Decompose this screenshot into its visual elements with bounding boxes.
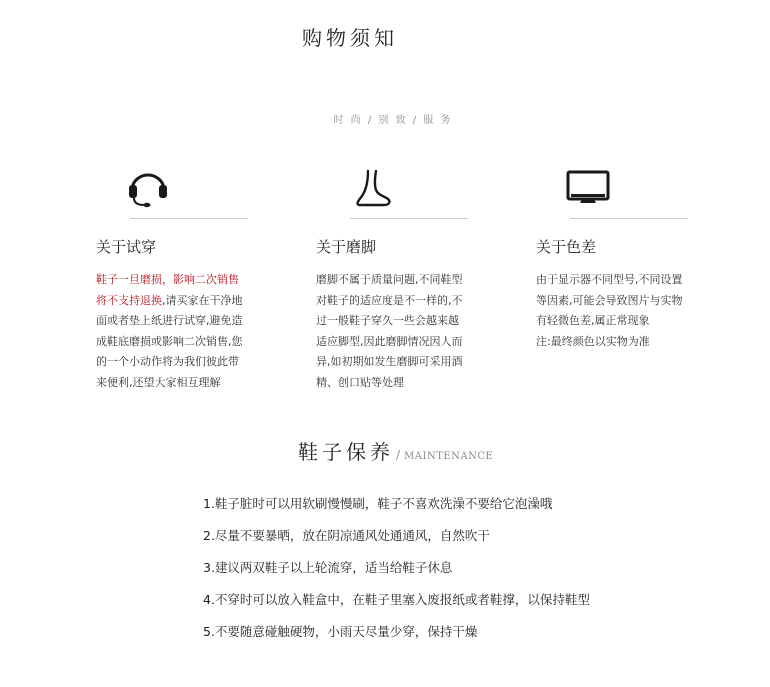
notice-line: 成鞋底磨损或影响二次销售,您 (96, 334, 243, 348)
divider (570, 218, 688, 219)
notice-heading: 关于试穿 (96, 238, 157, 256)
notice-line: 过一般鞋子穿久一些会越来越 (316, 314, 459, 328)
care-item: 5.不要随意碰触硬物，小雨天尽量少穿，保持干燥 (203, 624, 478, 639)
notice-line: 精、创口贴等处理 (316, 375, 404, 389)
notice-heading: 关于磨脚 (316, 238, 377, 256)
notice-line: 来便利,还望大家相互理解 (96, 375, 221, 389)
divider (350, 218, 468, 219)
care-item: 1.鞋子脏时可以用软刷慢慢刷，鞋子不喜欢洗澡不要给它泡澡哦 (203, 496, 553, 511)
notice-line: 对鞋子的适应度是不一样的,不 (316, 293, 463, 307)
notice-line: 注:最终颜色以实物为准 (536, 334, 650, 348)
care-item: 2.尽量不要暴晒，放在阴凉通风处通通风，自然吹干 (203, 528, 490, 543)
page-title: 购物须知 (302, 26, 398, 50)
notice-heading: 关于色差 (536, 238, 597, 256)
notice-body (536, 270, 706, 352)
care-title: 鞋子保养 (298, 440, 394, 464)
headset-icon (96, 168, 246, 208)
foot-icon (316, 168, 466, 208)
care-item: 4.不穿时可以放入鞋盒中，在鞋子里塞入废报纸或者鞋撑，以保持鞋型 (203, 592, 590, 607)
notice-line: 的一个小动作将为我们彼此带 (96, 355, 239, 369)
notice-line: ,请买家在干净地 (162, 293, 243, 307)
notice-line: 异,如初期如发生磨脚可采用酒 (316, 355, 463, 369)
notice-highlight-line: 鞋子一旦磨损，影响二次销售 (96, 273, 239, 286)
page-subtitle: 时 尚 / 别 致 / 服 务 (333, 115, 453, 126)
notice-line: 磨脚不属于质量问题,不同鞋型 (316, 273, 463, 286)
care-section-title (298, 436, 493, 465)
notice-highlight-line: 将不支持退换 (96, 293, 162, 307)
notice-line: 适应脚型,因此磨脚情况因人而 (316, 334, 463, 348)
divider (130, 218, 248, 219)
notice-body (96, 270, 266, 394)
care-title-english: MAINTENANCE (404, 451, 494, 462)
care-item: 3.建议两双鞋子以上轮流穿，适当给鞋子休息 (203, 560, 453, 575)
notice-line: 等因素,可能会导致图片与实物 (536, 293, 683, 307)
notice-body (316, 270, 486, 394)
notice-line: 面或者垫上纸进行试穿,避免造 (96, 314, 243, 328)
notice-line: 由于显示器不同型号,不同设置 (536, 273, 683, 286)
care-title-slash: / (396, 448, 401, 462)
notice-line: 有轻微色差,属正常现象 (536, 314, 650, 328)
care-list (203, 488, 590, 648)
monitor-icon (536, 168, 686, 208)
